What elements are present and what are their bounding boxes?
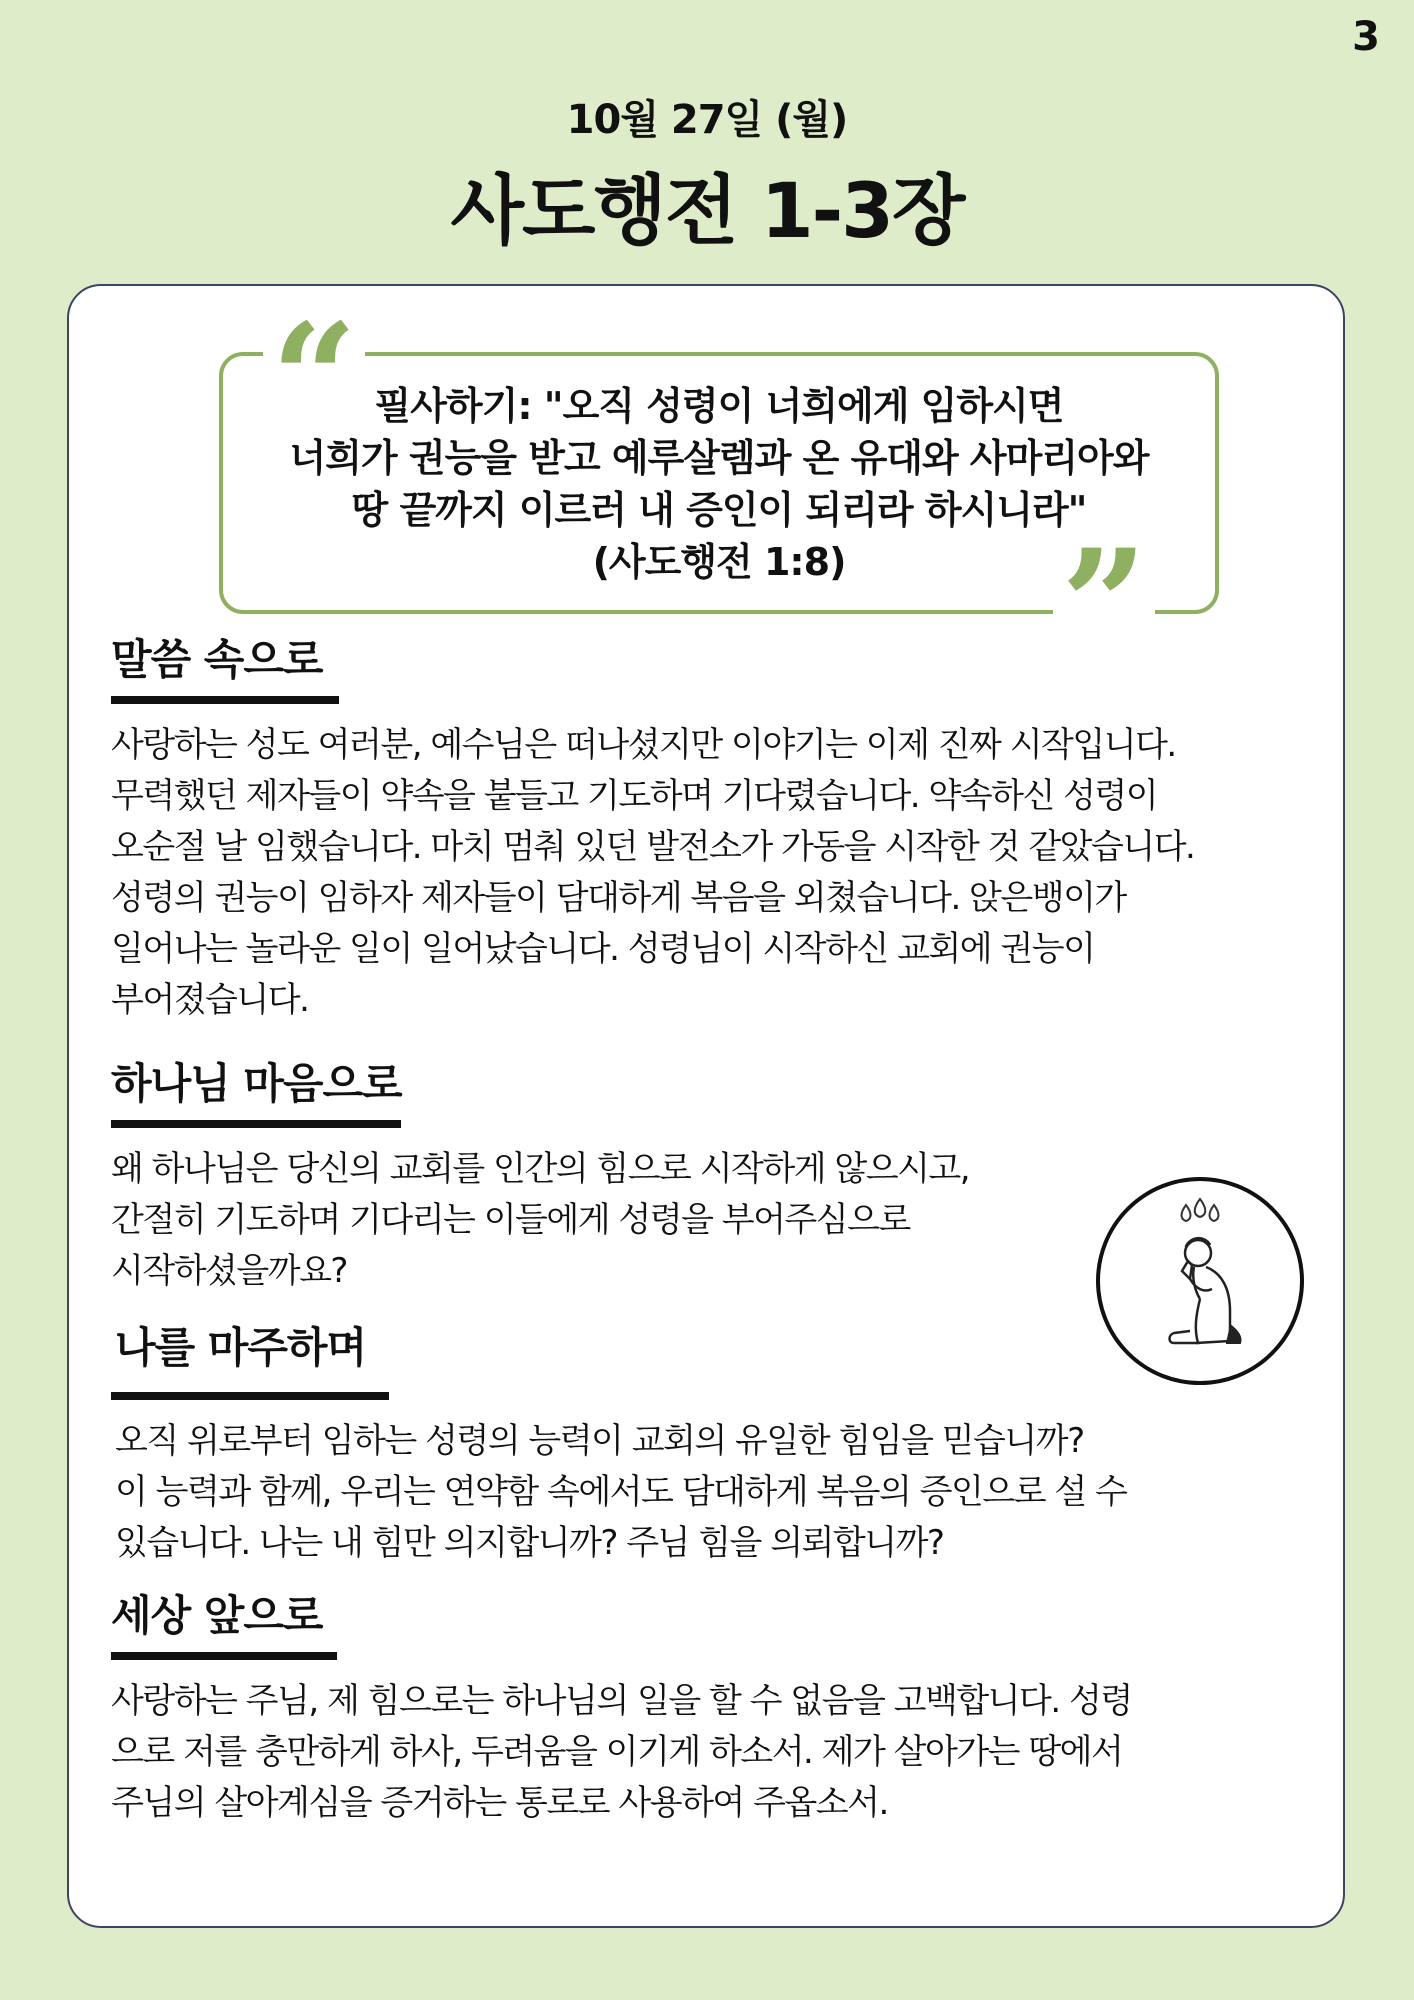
section-heading-to-the-world: 세상 앞으로 — [111, 1591, 323, 1640]
praying-person-icon — [1094, 1175, 1306, 1387]
body-line: 사랑하는 성도 여러분, 예수님은 떠나셨지만 이야기는 이제 진짜 시작입니다. — [111, 725, 1176, 765]
body-line: 간절히 기도하며 기다리는 이들에게 성령을 부어주심으로 — [111, 1200, 910, 1240]
body-line: 성령의 권능이 임하자 제자들이 담대하게 복음을 외쳤습니다. 앉은뱅이가 — [111, 878, 1126, 918]
section-underline — [111, 1392, 389, 1400]
body-line: 일어나는 놀라운 일이 일어났습니다. 성령님이 시작하신 교회에 권능이 — [111, 929, 1095, 969]
body-line: 왜 하나님은 당신의 교회를 인간의 힘으로 시작하게 않으시고, — [111, 1149, 970, 1189]
body-line: 무력했던 제자들이 약속을 붙들고 기도하며 기다렸습니다. 약속하신 성령이 — [111, 776, 1158, 816]
body-line: 오순절 날 임했습니다. 마치 멈춰 있던 발전소가 가동을 시작한 것 같았습니다. — [111, 827, 1195, 867]
body-line: 있습니다. 나는 내 힘만 의지합니까? 주님 힘을 의뢰합니까? — [115, 1523, 944, 1563]
date-heading: 10월 27일 (월) — [566, 97, 848, 143]
quote-line: 땅 끝까지 이르러 내 증인이 되리라 하시니라" — [351, 488, 1087, 532]
close-quote-icon — [1053, 517, 1155, 693]
section-underline — [111, 1120, 401, 1128]
section-body-facing-myself — [115, 1416, 1126, 1569]
body-line: 사랑하는 주님, 제 힘으로는 하나님의 일을 할 수 없음을 고백합니다. 성령 — [111, 1681, 1132, 1721]
body-line: 주님의 살아계심을 증거하는 통로로 사용하여 주옵소서. — [111, 1783, 888, 1823]
section-heading-gods-heart: 하나님 마음으로 — [111, 1059, 402, 1108]
scripture-quote-box — [219, 291, 1219, 693]
body-line: 이 능력과 함께, 우리는 연약함 속에서도 담대하게 복음의 증인으로 설 수 — [115, 1472, 1127, 1512]
section-heading-facing-myself: 나를 마주하며 — [115, 1323, 367, 1372]
page-number: 3 — [1352, 14, 1380, 60]
quote-line: 너희가 권능을 받고 예루살렘과 온 유대와 사마리아와 — [289, 436, 1149, 480]
section-underline — [111, 1652, 337, 1660]
content-card — [67, 284, 1345, 1928]
body-line: 오직 위로부터 임하는 성령의 능력이 교회의 유일한 힘임을 믿습니까? — [115, 1421, 1084, 1461]
open-quote-icon: “ — [263, 304, 365, 454]
body-line: 으로 저를 충만하게 하사, 두려움을 이기게 하소서. 제가 살아가는 땅에서 — [111, 1732, 1123, 1772]
section-heading-word: 말씀 속으로 — [111, 635, 323, 684]
body-line: 시작하셨을까요? — [111, 1251, 347, 1291]
section-underline — [111, 696, 339, 704]
section-body-word — [111, 720, 1194, 1026]
section-body-gods-heart — [111, 1144, 969, 1297]
close-quote-glyph: ” — [1061, 517, 1148, 693]
page-title: 사도행전 1-3장 — [450, 166, 964, 255]
quote-reference: (사도행전 1:8) — [592, 540, 846, 584]
body-line: 부어졌습니다. — [111, 980, 309, 1020]
section-body-to-the-world — [111, 1676, 1132, 1829]
quote-line: 필사하기: "오직 성령이 너희에게 임하시면 — [374, 384, 1064, 428]
